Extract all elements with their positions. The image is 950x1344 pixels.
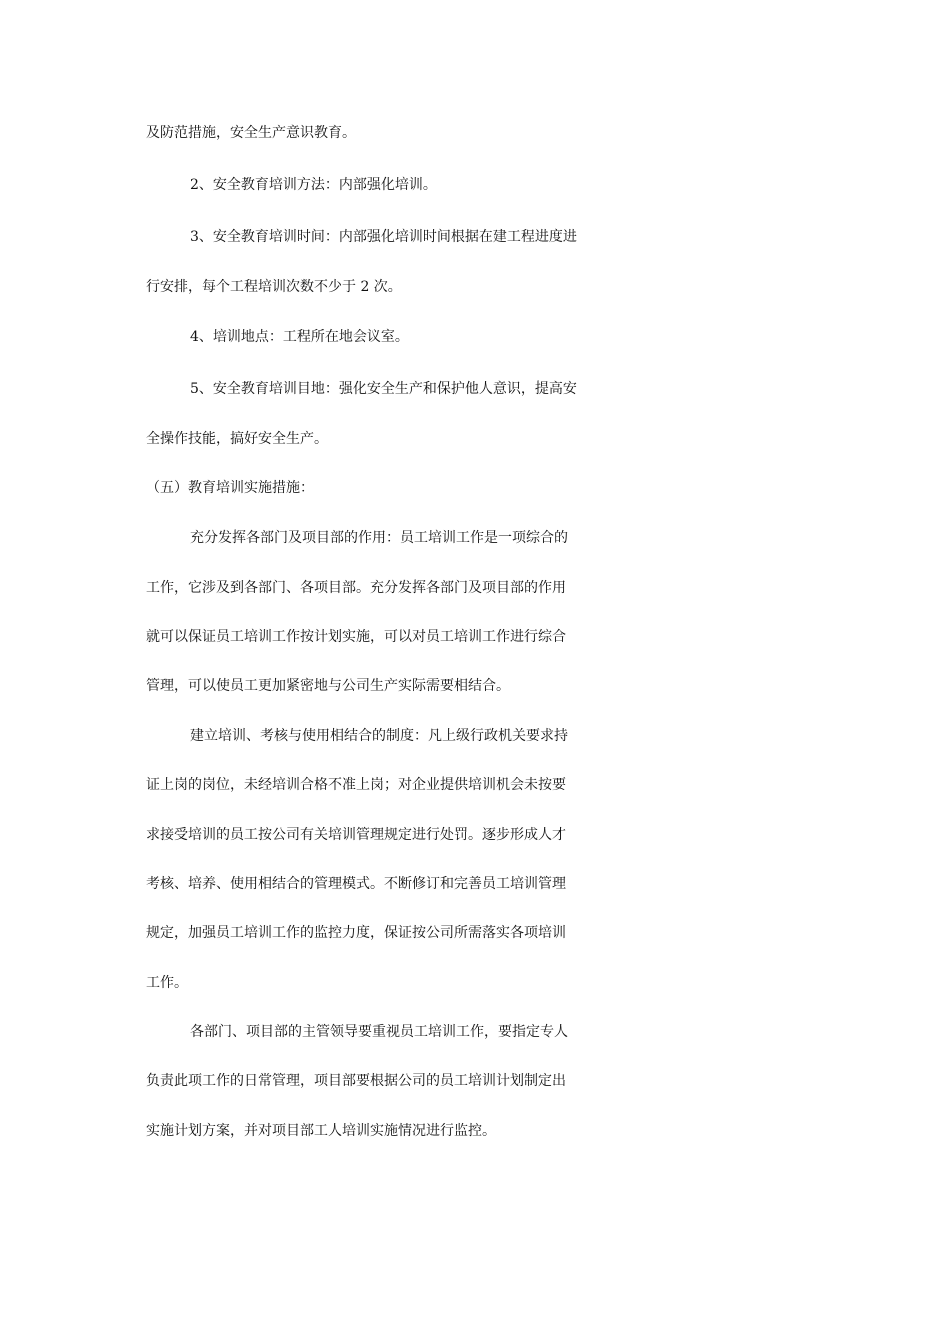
text-line: 实施计划方案，并对项目部工人培训实施情况进行监控。 bbox=[146, 1123, 496, 1139]
text-line: 全操作技能，搞好安全生产。 bbox=[146, 431, 328, 447]
text-line: 工作。 bbox=[146, 975, 188, 991]
section-heading: （五）教育培训实施措施： bbox=[146, 480, 314, 496]
text-line: 规定，加强员工培训工作的监控力度，保证按公司所需落实各项培训 bbox=[146, 925, 566, 941]
text-line: 2、安全教育培训方法：内部强化培训。 bbox=[190, 177, 437, 193]
text-line: 行安排，每个工程培训次数不少于 2 次。 bbox=[146, 279, 402, 295]
text-line: 各部门、项目部的主管领导要重视员工培训工作，要指定专人 bbox=[190, 1024, 568, 1040]
text-line: 充分发挥各部门及项目部的作用：员工培训工作是一项综合的 bbox=[190, 530, 568, 546]
text-line: 建立培训、考核与使用相结合的制度：凡上级行政机关要求持 bbox=[190, 728, 568, 744]
text-line: 管理，可以使员工更加紧密地与公司生产实际需要相结合。 bbox=[146, 678, 510, 694]
text-line: 负责此项工作的日常管理，项目部要根据公司的员工培训计划制定出 bbox=[146, 1073, 566, 1089]
text-line: 就可以保证员工培训工作按计划实施，可以对员工培训工作进行综合 bbox=[146, 629, 566, 645]
text-line: 4、培训地点：工程所在地会议室。 bbox=[190, 329, 409, 345]
text-line: 5、安全教育培训目地：强化安全生产和保护他人意识，提高安 bbox=[190, 381, 577, 397]
text-line: 3、安全教育培训时间：内部强化培训时间根据在建工程进度进 bbox=[190, 229, 577, 245]
text-line: 考核、培养、使用相结合的管理模式。不断修订和完善员工培训管理 bbox=[146, 876, 566, 892]
text-line: 及防范措施，安全生产意识教育。 bbox=[146, 125, 356, 141]
text-line: 工作，它涉及到各部门、各项目部。充分发挥各部门及项目部的作用 bbox=[146, 580, 566, 596]
text-line: 证上岗的岗位，未经培训合格不准上岗；对企业提供培训机会未按要 bbox=[146, 777, 566, 793]
text-line: 求接受培训的员工按公司有关培训管理规定进行处罚。逐步形成人才 bbox=[146, 827, 566, 843]
